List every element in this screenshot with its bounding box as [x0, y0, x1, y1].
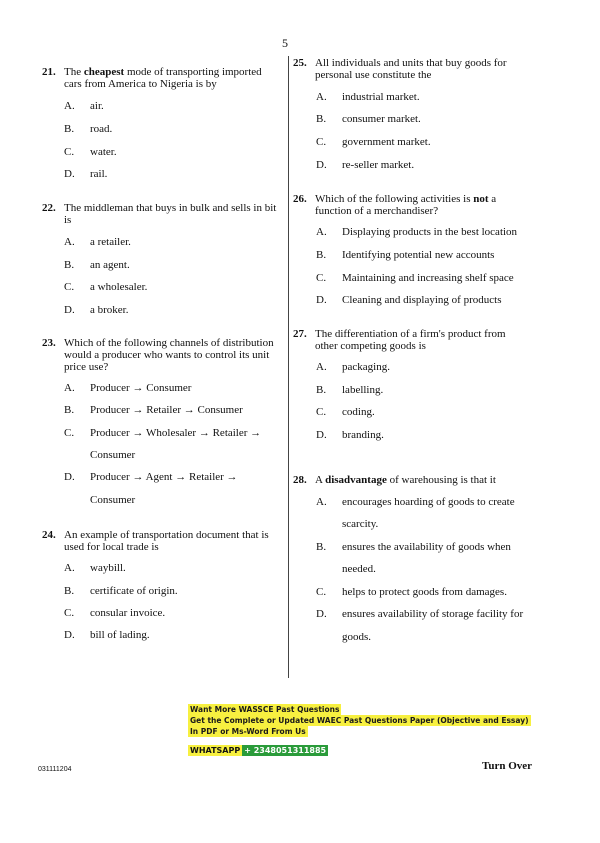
whatsapp-label: WHATSAPP	[190, 746, 241, 755]
question-number: 22.	[42, 202, 56, 214]
question-stem: A disadvantage of warehousing is that it	[315, 474, 496, 486]
question-stem: Which of the following channels of distribution would a producer who wants to control its unit price use?	[64, 337, 274, 373]
question-stem: The middleman that buys in bulk and sells in bit is	[64, 202, 277, 226]
whatsapp-number[interactable]: + 2348051311885	[244, 746, 327, 755]
paper-code: 031111204	[38, 766, 72, 773]
whatsapp-contact[interactable]	[188, 746, 328, 755]
question-number: 23.	[42, 337, 56, 349]
question-number: 26.	[293, 193, 307, 205]
question-number: 27.	[293, 328, 307, 340]
promo-line-3: In PDF or Ms-Word From Us	[190, 727, 306, 736]
question-stem: The cheapest mode of transporting imported cars from America to Nigeria is by	[64, 66, 262, 90]
question-stem: Which of the following activities is not a function of a merchandiser?	[315, 193, 497, 217]
question-number: 25.	[293, 57, 307, 69]
question-number: 21.	[42, 66, 56, 78]
question-stem: The differentiation of a firm's product from other competing goods is	[315, 328, 506, 352]
question-stem: An example of transportation document that is used for local trade is	[64, 529, 269, 553]
question-number: 24.	[42, 529, 56, 541]
promo-line-2: Get the Complete or Updated WAEC Past Questions Paper (Objective and Essay)	[190, 716, 529, 725]
promo-line-1: Want More WASSCE Past Questions	[190, 705, 340, 714]
turn-over-label: Turn Over	[482, 760, 533, 772]
promo-banner	[188, 704, 531, 737]
question-number: 28.	[293, 474, 307, 486]
question-stem: All individuals and units that buy goods for personal use constitute the	[315, 57, 507, 81]
page-number: 5	[282, 36, 288, 50]
column-divider	[288, 56, 289, 678]
